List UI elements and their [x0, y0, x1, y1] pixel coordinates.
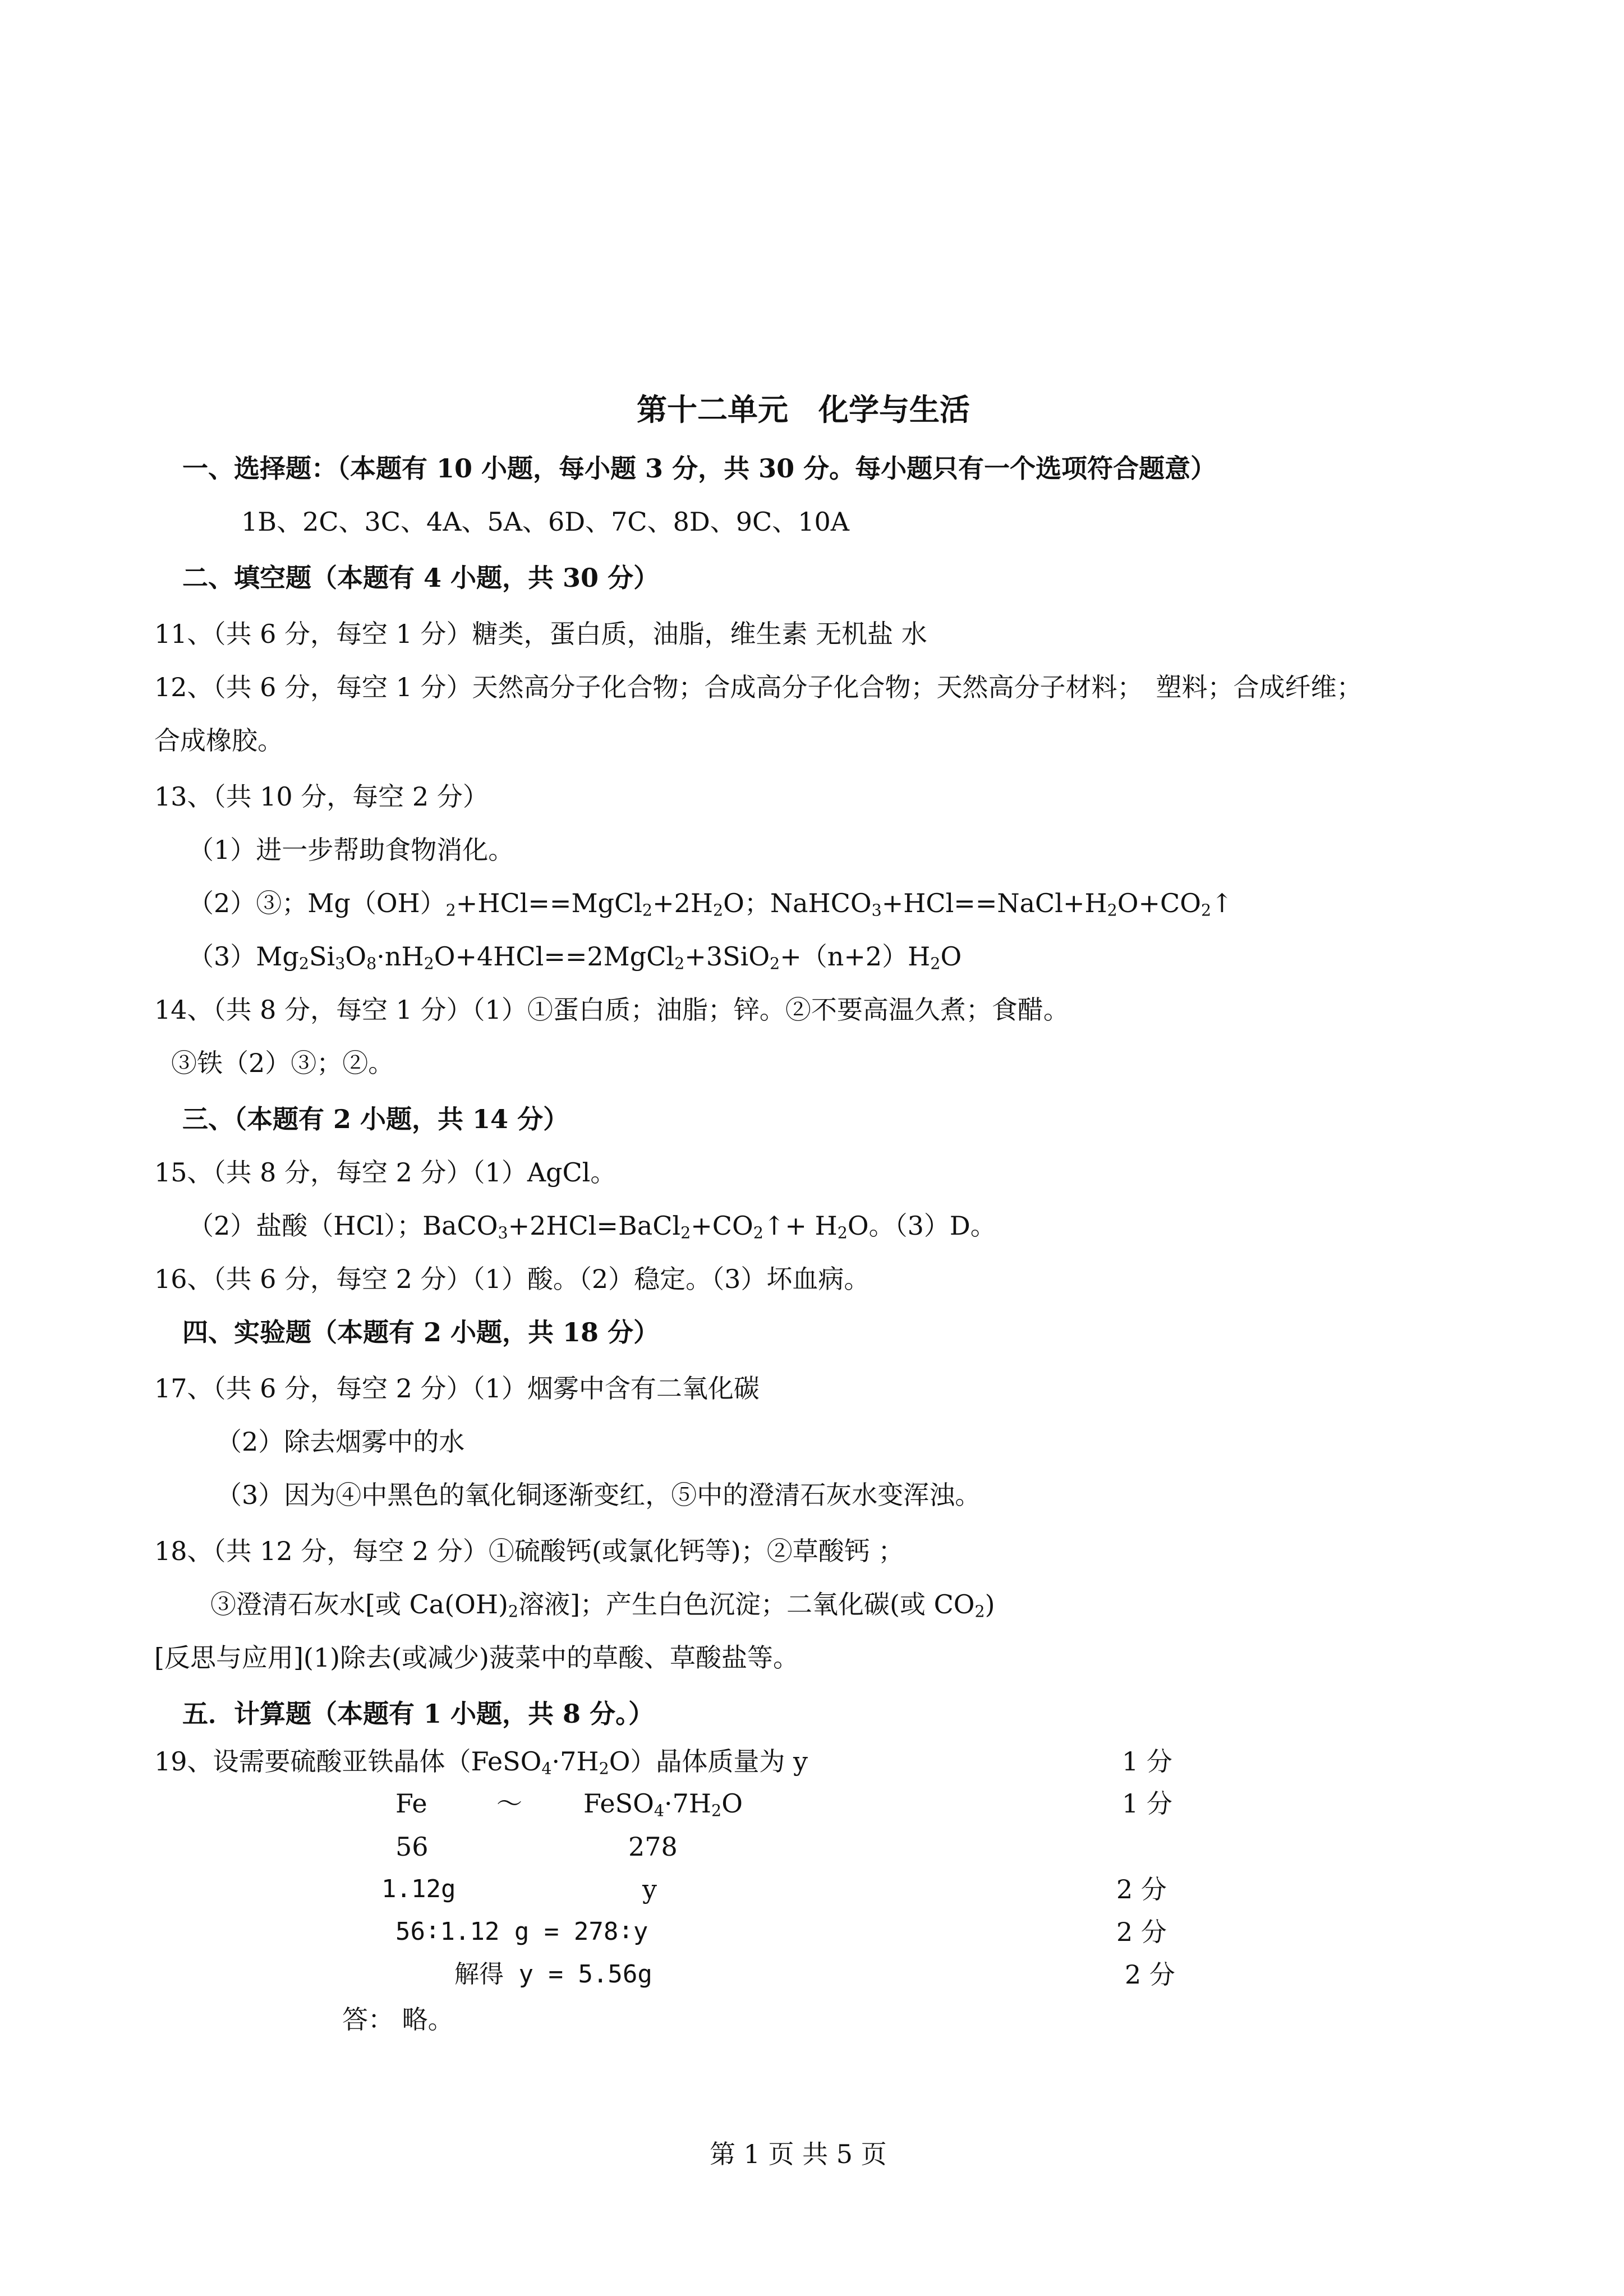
- question-13-part-1: （1）进一步帮助食物消化。: [188, 835, 514, 865]
- score-1: 1 分: [1122, 1746, 1172, 1777]
- calc-tilde: ～: [496, 1788, 522, 1819]
- question-15-line-1: 15、（共 8 分，每空 2 分）（1）AgCl。: [154, 1157, 617, 1188]
- question-12-line-1: 12、（共 6 分，每空 1 分）天然高分子化合物；合成高分子化合物；天然高分子材料； 塑料；合成纤维；: [154, 672, 1363, 702]
- question-14-line-2: ③铁（2）③；②。: [171, 1048, 394, 1078]
- section-5-heading: 五．计算题（本题有 1 小题，共 8 分。）: [182, 1699, 655, 1729]
- question-18-line-2: ③澄清石灰水[或 $Ca(OH)_2$溶液]；产生白色沉淀；二氧化碳(或 $CO_2$): [210, 1589, 995, 1621]
- calc-result: 解得 y = 5.56g: [454, 1960, 652, 1989]
- page-title: 第十二单元 化学与生活: [637, 392, 970, 427]
- question-12-line-2: 合成橡胶。: [154, 725, 283, 756]
- section-3-heading: 三、（本题有 2 小题，共 14 分）: [182, 1104, 569, 1134]
- calc-fe-label: Fe: [395, 1788, 427, 1819]
- score-3: 2 分: [1116, 1874, 1167, 1904]
- question-17-line-2: （2）除去烟雾中的水: [216, 1427, 465, 1457]
- page-footer: 第 1 页 共 5 页: [710, 2139, 887, 2169]
- section-1-heading: 一、选择题：（本题有 10 小题，每小题 3 分，共 30 分。每小题只有一个选项符合题意）: [182, 453, 1217, 484]
- question-13: 13、（共 10 分，每空 2 分）: [154, 781, 489, 812]
- question-17-line-3: （3）因为④中黑色的氧化铜逐渐变红，⑤中的澄清石灰水变浑浊。: [216, 1480, 981, 1510]
- question-16: 16、（共 6 分，每空 2 分）（1）酸。（2）稳定。（3）坏血病。: [154, 1264, 870, 1294]
- question-13-part-2: （2）③；$Mg(OH)_2+HCl==MgCl_2+2H_2O$；$NaHCO_3+HCl==NaCl+H_2O+CO_2↑$: [188, 888, 1233, 920]
- calc-proportion: 56∶1.12 g = 278∶y: [395, 1917, 648, 1946]
- question-18-line-3: [反思与应用](1)除去(或减少)菠菜中的草酸、草酸盐等。: [154, 1642, 799, 1673]
- question-18-line-1: 18、（共 12 分，每空 2 分）①硫酸钙(或氯化钙等)；②草酸钙 ；: [154, 1536, 904, 1566]
- section-1-answers: 1B、2C、3C、4A、5A、6D、7C、8D、9C、10A: [241, 507, 849, 537]
- question-11: 11、（共 6 分，每空 1 分）糖类，蛋白质，油脂，维生素 无机盐 水: [154, 619, 927, 649]
- score-5: 2 分: [1125, 1959, 1175, 1990]
- question-15-line-2: （2）盐酸（HCl）；$BaCO_3+2HCl=BaCl_2+CO_2↑+ H_2O$。（3）D。: [188, 1211, 996, 1243]
- question-13-part-3: $(3)Mg_2Si_3O_8\cdot nH_2O+4HCl==2MgCl_2+3SiO_2+(n+2)H_2O$: [188, 941, 962, 973]
- score-4: 2 分: [1116, 1917, 1167, 1947]
- calc-unknown-y: y: [642, 1874, 657, 1904]
- calc-feso4-molar-mass: 278: [628, 1832, 678, 1862]
- calc-answer: 答： 略。: [342, 2004, 454, 2035]
- section-2-heading: 二、填空题（本题有 4 小题，共 30 分）: [182, 563, 660, 593]
- question-19: 19、设需要硫酸亚铁晶体$(FeSO_4\cdot 7H_2O)$晶体质量为 y: [154, 1746, 808, 1778]
- score-2: 1 分: [1122, 1788, 1172, 1819]
- calc-feso4-label: $FeSO_4\cdot 7H_2O$: [583, 1788, 743, 1820]
- calc-fe-molar-mass: 56: [395, 1832, 429, 1862]
- question-14-line-1: 14、（共 8 分，每空 1 分）（1）①蛋白质；油脂；锌。②不要高温久煮；食醋。: [154, 995, 1069, 1025]
- section-4-heading: 四、实验题（本题有 2 小题，共 18 分）: [182, 1317, 660, 1347]
- calc-fe-mass: 1.12g: [381, 1875, 456, 1903]
- question-17-line-1: 17、（共 6 分，每空 2 分）（1）烟雾中含有二氧化碳: [154, 1373, 760, 1404]
